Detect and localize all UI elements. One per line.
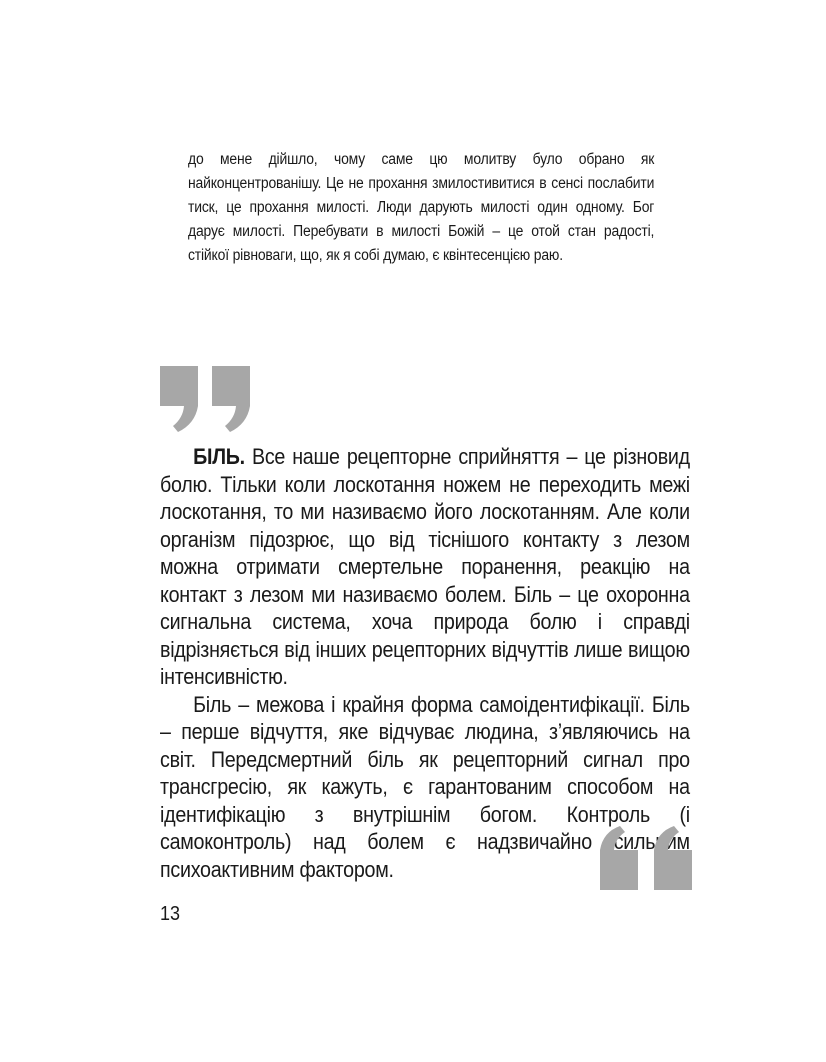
quote-mark-right — [654, 826, 692, 890]
article-paragraph-1 — [160, 443, 690, 691]
quote-mark-right — [212, 366, 250, 432]
intro-paragraph: до мене дійшло, чому саме цю молитву було обрано як найконцентрованішу. Це не прохання змилостивитися в сенсі послабити тиск, це прохання милості. Люди дарують милості один одному. Бог дарує милості. Перебувати в милості Божій – це отой стан радості, стійкої рівноваги, що, як я собі думаю, є квінтесенцією раю. — [188, 151, 655, 264]
intro-text-block — [188, 148, 654, 268]
closing-quote-icon — [158, 366, 254, 432]
article-paragraph-1-text: Все наше рецепторне сприйняття – це різновид болю. Тільки коли лоскотання ножем не переходить межі лоскотання, то ми називаємо його лоскотанням. Але коли організм підозрює, що від тіснішого контакту з лезом можна отримати смертельне поранення, реакцію на контакт з лезом ми називаємо болем. Біль – це охоронна сигнальна система, хоча природа болю і справді відрізняється від інших рецепторних відчуттів лише вищою інтенсивністю. — [160, 444, 690, 689]
article-paragraph-2: Біль – межова і крайня форма самоідентифікації. Біль – перше відчуття, яке відчуває людина, з’являючись на світ. Передсмертний біль як рецепторний сигнал про трансгресію, як кажуть, є гарантованим способом на ідентифікацію з внутрішнім богом. Контроль (і самоконтроль) над болем є надзвичайно сильним психоактивним фактором. — [160, 691, 690, 882]
article-heading: БІЛЬ. — [193, 444, 245, 469]
opening-quote-icon — [598, 826, 694, 890]
page-number: 13 — [160, 903, 181, 925]
quote-mark-left — [160, 366, 198, 432]
article-text-block — [160, 443, 690, 883]
quote-mark-left — [600, 826, 638, 890]
